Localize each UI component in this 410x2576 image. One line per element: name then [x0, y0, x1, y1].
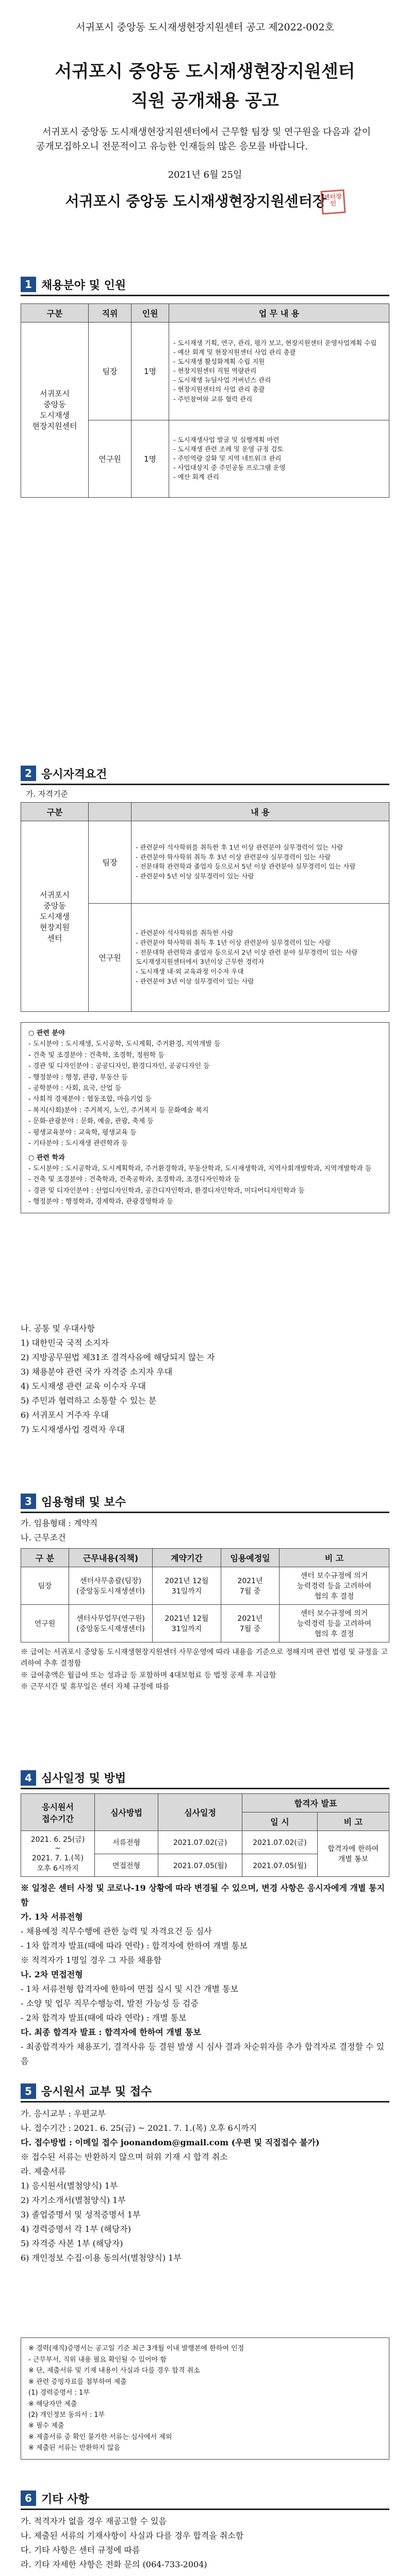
qual-line: - 관련분야 5년 이상 실무경력이 있는 사람 [136, 872, 254, 880]
table-header: 구 분 [21, 1548, 69, 1567]
table-header: 심사방법 [95, 1794, 158, 1831]
duty-line: - 사업대상지 중 주민공동 프로그램 운영 [173, 464, 286, 472]
doc-line: 6) 개인정보 수집·이용 동의서(별첨양식) 1부 [21, 2253, 182, 2263]
duties-cell [169, 420, 389, 497]
table-cell: 팀장 [21, 1567, 69, 1604]
qual-line: - 관련분야 3년 이상 실무경력이 있는 사람 [136, 977, 254, 985]
duty-line: - 도시재생사업 발굴 및 실행계획 마련 [173, 435, 280, 444]
table-cell: 2021년 12월 31일까지 [153, 1604, 221, 1642]
box-line: - 문화·관광분야 : 문화, 예술, 관광, 축제 등 [28, 1117, 154, 1126]
box-line: - 경관 및 디자인분야 : 산업디자인학과, 공간디자인학과, 환경디자인학과, 미디어디자인학과 등 [28, 1187, 305, 1195]
table-header: 구분 [21, 303, 89, 322]
section-title: 채용분야 및 인원 [41, 279, 126, 292]
position-cell: 팀장 [89, 322, 132, 420]
table-cell: 2021.07.02(금) [242, 1831, 318, 1854]
warning-line: ※ 일정은 센터 사정 및 코로나-19 상황에 따라 변경될 수 있으며, 변경 사항은 응시자에게 개별 통지함 [21, 1883, 385, 1908]
detail-line: 나. 제출된 서류의 기재사항이 사실과 다를 경우 합격을 취소함 [21, 2530, 244, 2540]
employment-table [21, 1548, 389, 1642]
table-header: 인원 [132, 303, 169, 322]
box-line: - 평생교육분야 : 교육학, 평생교육 등 [28, 1128, 137, 1137]
note-line: ※ 급여는 서귀포시 중앙동 도시재생현장지원센터 사무운영에 따라 내용을 기준으로 정해지며 관련 법령 및 규정을 고려하여 추후 결정함 [21, 1648, 388, 1668]
box-line: ※ 필수 제출 [28, 2422, 64, 2430]
doc-line: 1) 응시원서(별첨양식) 1부 [21, 2181, 118, 2191]
official-seal-icon: 센터장인 [320, 189, 346, 214]
requirement-line: 2) 지방공무원법 제31조 결격사유에 해당되지 않는 자 [21, 1352, 215, 1362]
box-line: - 건축 및 조경분야 : 건축학, 조경학, 정원학 등 [28, 1051, 165, 1059]
etc-details [21, 2514, 389, 2572]
signer-name: 서귀포시 중앙동 도시재생현장지원센터장 [65, 192, 326, 210]
section-employment [21, 1494, 389, 1513]
table-header: 비 고 [317, 1812, 389, 1831]
table-cell: 센터사무총괄(팀장) (중앙동도시재생센터) [69, 1567, 153, 1604]
detail-line: - 채용예정 직무수행에 관한 능력 및 자격요건 등 심사 [21, 1926, 212, 1937]
detail-line: 라. 기타 자세한 사항은 전화 문의 (064-733-2004) [21, 2559, 207, 2569]
employment-subs [21, 1516, 389, 1545]
duty-line: - 예산 회계 관리 [173, 473, 219, 481]
box-line: ※ 제출된 서류는 반환하지 않음 [28, 2444, 121, 2452]
detail-line: 다. 접수방법 : 이메일 접수 joonandom@gmail.com (우편 및 직접접수 불가) [21, 2138, 320, 2148]
org-cell: 서귀포시 중앙동 도시재생 현장지원 센터 [21, 821, 89, 1011]
box-line: - 기타분야 : 도시재생 관련학과 등 [28, 1140, 128, 1148]
table-cell: 2021. 6. 25(금) ~ 2021. 7. 1.(목) 오후 6시까지 [21, 1831, 95, 1877]
detail-line: 가. 응시교부 : 우편교부 [21, 2109, 106, 2119]
table-cell: 서류전형 [95, 1831, 158, 1854]
box-line: - 복지(사회)분야 : 주거복지, 노인, 주거복지 등 문화예술 복지 [28, 1106, 209, 1114]
section-number: 5 [21, 2083, 36, 2099]
position-cell: 팀장 [89, 821, 132, 903]
qualification-cell [132, 903, 389, 1011]
signer [0, 190, 410, 214]
box-line: ※ 제출서류 중 확인 불가한 서류는 심사에서 제외 [28, 2433, 172, 2441]
sub-heading: 가. 자격기준 [26, 789, 68, 799]
sub-heading: 나. 2차 면접전형 [21, 1970, 83, 1980]
intro-paragraph: 서귀포시 중앙동 도시재생현장지원센터에서 근무할 팀장 및 연구원을 다음과 같이 공개모집하오니 전문적이고 유능한 인재들의 많은 응모를 바랍니다. [36, 127, 371, 152]
box-line: - 행정분야 : 행정학과, 경제학과, 관광경영학과 등 [28, 1198, 173, 1206]
box-line: - 도시분야 : 도시공학과, 도시계획학과, 주거환경학과, 부동산학과, 도시재생학과, 지역사회개발학과, 지역개발학과 등 [28, 1165, 372, 1173]
section-number: 4 [21, 1770, 36, 1786]
duty-line: - 주민참여와 교류 협력 관리 [173, 395, 253, 403]
table-header: 응시원서 접수기간 [21, 1794, 95, 1831]
doc-line: 5) 자격증 사본 1부 (해당자) [21, 2239, 123, 2249]
table-header: 일 시 [242, 1812, 318, 1831]
box-line: ※ 단, 제출서류 및 기재 내용이 사실과 다를 경우 합격 취소 [28, 2367, 200, 2375]
detail-line: 라. 제출서류 [21, 2166, 66, 2177]
table-header: 심사일정 [158, 1794, 242, 1831]
table-cell: 센터사무업무(연구원) (중앙동도시재생센터) [69, 1604, 153, 1642]
requirement-line: 3) 채용분야 관련 국가 자격증 소지자 우대 [21, 1366, 173, 1377]
requirement-line: 4) 도시재생 관련 교육 이수자 우대 [21, 1381, 146, 1391]
notice-number: 서귀포시 중앙동 도시재생현장지원센터 공고 제2022-002호 [76, 22, 334, 33]
detail-line: 가. 적격자가 없을 경우 재공고할 수 있음 [21, 2516, 167, 2526]
qualification-cell [132, 821, 389, 903]
section-qualifications [21, 766, 389, 785]
duty-line: - 현장지원센터의 사업 관리 총괄 [173, 385, 265, 394]
box-heading: ○ 관련 분야 [28, 1029, 65, 1037]
duty-line: - 도시재생 관련 조례 및 운영 규정 검토 [173, 445, 284, 453]
table-cell: 합격자에 한하여 개별 통보 [317, 1831, 389, 1877]
section-number: 1 [21, 277, 36, 292]
table-header: 내 용 [132, 802, 389, 821]
table-header: 구분 [21, 802, 89, 821]
section-number: 6 [21, 2490, 36, 2506]
count-cell: 1명 [132, 420, 169, 497]
requirement-line: 7) 도시재생사업 경력자 우대 [21, 1424, 125, 1434]
box-heading: ○ 관련 학과 [28, 1154, 65, 1162]
requirement-line: 1) 대한민국 국적 소지자 [21, 1337, 109, 1348]
qualification-table [21, 802, 389, 1012]
employment-notes [21, 1647, 389, 1693]
table-cell: 연구원 [21, 1604, 69, 1642]
qual-line: - 관련분야 학사학위 취득 후 3년 이상 관련분야 실무경력이 있는 사람 [136, 853, 331, 861]
page-title-line1: 서귀포시 중앙동 도시재생현장지원센터 [55, 61, 355, 82]
section-etc [21, 2490, 389, 2510]
section-title: 응시원서 교부 및 접수 [41, 2086, 152, 2099]
recruitment-table [21, 303, 389, 498]
notice-date: 2021년 6월 25일 [168, 169, 242, 180]
box-line: (1) 경력증명서 : 1부 [28, 2389, 90, 2397]
box-line: - 근무부서, 직위 내용 필요 확인될 수 있어야 함 [28, 2355, 167, 2364]
table-cell: 면접전형 [95, 1854, 158, 1877]
table-cell: 센터 보수규정에 의거 능력경력 등을 고려하여 협의 후 결정 [280, 1567, 389, 1604]
box-line: (2) 개인정보 동의서 : 1부 [28, 2411, 105, 2419]
requirement-line: 5) 주민과 협력하고 소통할 수 있는 분 [21, 1395, 157, 1405]
detail-line: ※ 접수된 서류는 반환하지 않으며 허위 기재 시 합격 취소 [21, 2152, 228, 2162]
common-requirements [21, 1321, 389, 1437]
doc-line: 2) 자기소개서(별첨양식) 1부 [21, 2195, 126, 2206]
application-details [21, 2107, 389, 2265]
position-cell: 연구원 [89, 903, 132, 1011]
box-line: - 건축 및 조경분야 : 건축학과, 건축공학과, 조경학과, 조경디자인학과 등 [28, 1176, 240, 1184]
sub-heading: 가. 임용형태 : 계약직 [21, 1518, 98, 1528]
table-header: 직위 [89, 303, 132, 322]
note-line: ※ 근무시간 및 휴무일은 센터 자체 규정에 따름 [21, 1682, 170, 1691]
section-schedule [21, 1770, 389, 1789]
section-number: 3 [21, 1494, 36, 1509]
detail-line: 나. 접수기간 : 2021. 6. 25(금) ~ 2021. 7. 1.(목) 오후 6시까지 [21, 2123, 257, 2133]
box-line: - 사회적 경제분야 : 협동조합, 마을기업 등 [28, 1095, 152, 1104]
duty-line: - 도시재생 뉴딜사업 거버넌스 관리 [173, 376, 271, 384]
section-title: 임용형태 및 보수 [41, 1496, 126, 1509]
table-header: 계약기간 [153, 1548, 221, 1567]
section-title: 기타 사항 [41, 2493, 89, 2506]
duty-line: - 예산 회계 및 현장지원센터 사업 관리 총괄 [173, 348, 296, 356]
detail-line: ※ 적격자가 1명일 경우 그 자를 채용함 [21, 1955, 162, 1965]
doc-line: 4) 경력증명서 각 1부 (해당자) [21, 2224, 131, 2234]
sub-heading: 나. 공통 및 우대사항 [21, 1323, 95, 1333]
submission-notes-box [21, 2337, 389, 2459]
detail-line: - 2차 합격자 발표(때에 따라 연락) : 개별 통보 [21, 2013, 187, 2023]
detail-line: - 최종합격자가 채용포기, 결격사유 등 결원 발생 시 심사 결과 차순위자를 추가 합격자로 결정할 수 있음 [21, 2042, 385, 2066]
related-fields-box [21, 1022, 389, 1213]
section-title: 심사일정 및 방법 [41, 1772, 126, 1786]
qual-line: - 도시재생 내·외 교육과정 이수자 우대 [136, 968, 244, 976]
doc-line: 3) 졸업증명서 및 성적증명서 1부 [21, 2210, 141, 2220]
qual-line: - 관련분야 석사학위를 취득한 사람 [136, 929, 234, 937]
detail-line: 다. 기타 사항은 센터 규정에 따름 [21, 2545, 140, 2555]
section-number: 2 [21, 766, 36, 781]
qual-line: - 전문대학 관련학과 졸업자 등으로서 2년 이상 관련 분야 실무경력이 있는 사람 [136, 948, 358, 956]
note-line: ※ 급여총액은 월급여 또는 성과급 등 포함하며 4대보험료 등 법정 공제 후 지급함 [21, 1671, 276, 1680]
box-line: ※ 경력(재직)증명서는 공고일 기준 최근 3개월 이내 발행본에 한하여 인정 [28, 2345, 244, 2353]
table-cell: 2021.07.05(월) [242, 1854, 318, 1877]
table-header: 합격자 발표 [242, 1794, 389, 1812]
table-header: 임용예정일 [221, 1548, 280, 1567]
count-cell: 1명 [132, 322, 169, 420]
requirement-line: 6) 서귀포시 거주자 우대 [21, 1410, 109, 1420]
table-cell: 2021년 7월 중 [221, 1567, 280, 1604]
org-cell: 서귀포시 중앙동 도시재생 현장지원센터 [21, 322, 89, 497]
sub-heading: 나. 근무조건 [21, 1532, 66, 1543]
duty-line: - 도시재생 기획, 연구, 관리, 평가 보고, 현장지원센터 운영사업계획 수립 [173, 338, 377, 347]
page-title-line2: 직원 공개채용 공고 [131, 91, 279, 111]
schedule-details [21, 1881, 389, 2069]
section-application [21, 2083, 389, 2103]
box-line: - 공학분야 : 사회, 요국, 산업 등 [28, 1084, 122, 1092]
detail-line: - 1차 서류전형 합격자에 한하여 면접 실시 및 시간 개별 통보 [21, 1984, 238, 1994]
detail-line: - 1차 합격자 발표(때에 따라 연락) : 합격자에 한하여 개별 통보 [21, 1941, 248, 1951]
box-line: ※ 관련 증빙자료를 첨부하여 제출 [28, 2378, 127, 2386]
schedule-table [21, 1793, 389, 1877]
qual-line: 도시재생지원센터에서 3년이상 근무한 경력자 [136, 958, 265, 966]
table-header: 업 무 내 용 [169, 303, 389, 322]
table-header: 비 고 [280, 1548, 389, 1567]
table-cell: 센터 보수규정에 의거 능력경력 등을 고려하여 협의 후 결정 [280, 1604, 389, 1642]
table-cell: 2021년 7월 중 [221, 1604, 280, 1642]
duty-line: - 주민역량 강화 및 지역 네트워크 관리 [173, 454, 282, 463]
section-recruitment [21, 277, 389, 296]
detail-line: - 소양 및 업무 직무수행능력, 발전 가능성 등 검증 [21, 1998, 199, 2009]
box-line: - 경관 및 디자인분야 : 공공디자인, 환경디자인, 공공디자인 등 [28, 1062, 210, 1071]
qual-line: - 관련분야 학사학위 취득 후 1년 이상 관련분야 실무경력이 있는 사람 [136, 938, 331, 946]
sub-heading: 가. 1차 서류전형 [21, 1912, 83, 1922]
sub-heading: 다. 최종 합격자 발표 : 합격자에 한하여 개별 통보 [21, 2027, 201, 2038]
qual-line: - 관련분야 석사학위를 취득한 후 1년 이상 관련분야 실무경력이 있는 사람 [136, 843, 343, 851]
duties-cell [169, 322, 389, 420]
box-line: ※ 해당자만 제출 [28, 2400, 77, 2408]
section-title: 응시자격요건 [41, 768, 107, 781]
table-cell: 2021.07.05(월) [158, 1854, 242, 1877]
table-header: 근무내용(직책) [69, 1548, 153, 1567]
box-line: - 행정분야 : 행정, 관광, 부동산 등 [28, 1073, 128, 1081]
duty-line: - 도시재생 활성화계획 수립 지원 [173, 358, 265, 366]
position-cell: 연구원 [89, 420, 132, 497]
qual-line: - 전문대학 관련학과 졸업자 등으로서 5년 이상 관련분야 실무경력이 있는 사람 [136, 862, 356, 871]
table-cell: 2021년 12월 31일까지 [153, 1567, 221, 1604]
table-cell: 2021.07.02(금) [158, 1831, 242, 1854]
box-line: - 도시분야 : 도시재생, 도시공학, 도시계획, 주거환경, 지역개발 등 [28, 1040, 221, 1048]
duty-line: - 현장지원센터 직원 역량관리 [173, 367, 257, 375]
